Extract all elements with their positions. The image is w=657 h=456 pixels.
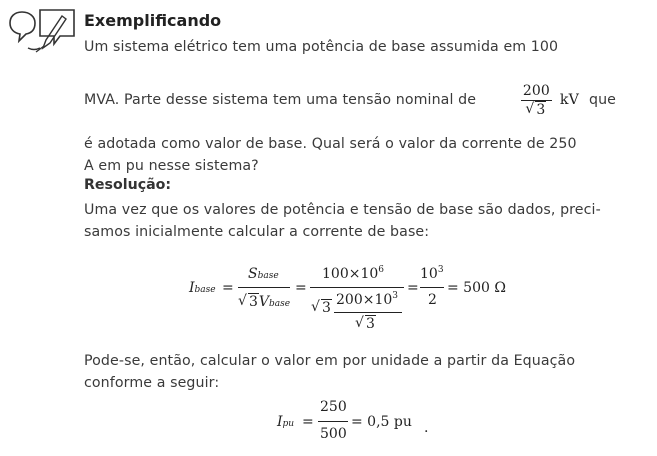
voltage-fraction-numerator: 200 — [522, 82, 550, 99]
problem-line-4: A em pu nesse sistema? — [84, 158, 259, 174]
eq1-equals-1: = — [222, 280, 234, 296]
eq2-numerator: 250 — [320, 399, 347, 415]
eq2-fraction-line — [318, 421, 348, 422]
eq1-f2-den-inner-denominator: √ 3 — [356, 316, 376, 332]
resolution-line-1: Uma vez que os valores de potência e tensão de base são dados, preci- — [84, 202, 601, 218]
eq2-result: = 0,5 pu — [351, 414, 412, 430]
problem-line-3: é adotada como valor de base. Qual será o valor da corrente de 250 — [84, 136, 577, 152]
unit-line-2: conforme a seguir: — [84, 375, 220, 391]
voltage-unit: kV — [559, 92, 579, 108]
eq1-lhs: Ibase — [189, 280, 216, 296]
eq2-denominator: 500 — [320, 426, 347, 442]
eq2-lhs: Ipu — [277, 414, 295, 430]
eq1-f3-denominator: 2 — [428, 292, 437, 308]
problem-line-2-text: MVA. Parte desse sistema tem uma tensão nominal de — [84, 92, 477, 108]
section-heading: Exemplificando — [84, 11, 222, 30]
eq2-trailing-period: . — [424, 420, 429, 436]
resolution-line-2: samos inicialmente calcular a corrente de base: — [84, 224, 430, 240]
eq1-result: = 500 Ω — [447, 280, 506, 296]
unit-line-1: Pode-se, então, calcular o valor em por unidade a partir da Equação — [84, 353, 576, 369]
eq1-f2-den-inner-numerator: $200\times 10^3$ — [336, 291, 399, 308]
eq1-f3-numerator: $10^3$ — [420, 265, 444, 282]
eq1-f1-numerator: Sbase — [248, 266, 279, 282]
eq1-equals-3: = — [407, 280, 419, 296]
eq1-f2-numerator: $100\times 10^6$ — [322, 265, 385, 282]
eq2-equals: = — [302, 414, 314, 430]
eq1-f1-denominator: √ 3Vbase — [239, 294, 290, 310]
eq1-equals-2: = — [295, 280, 307, 296]
problem-line-2-tail: que — [588, 92, 616, 108]
voltage-sqrt-radicand: 3 — [536, 101, 546, 118]
resolution-label: Resolução: — [84, 177, 172, 193]
problem-line-1: Um sistema elétrico tem uma potência de base assumida em 100 — [84, 39, 559, 55]
eq1-f2-den-root: √ 3 — [312, 300, 332, 316]
